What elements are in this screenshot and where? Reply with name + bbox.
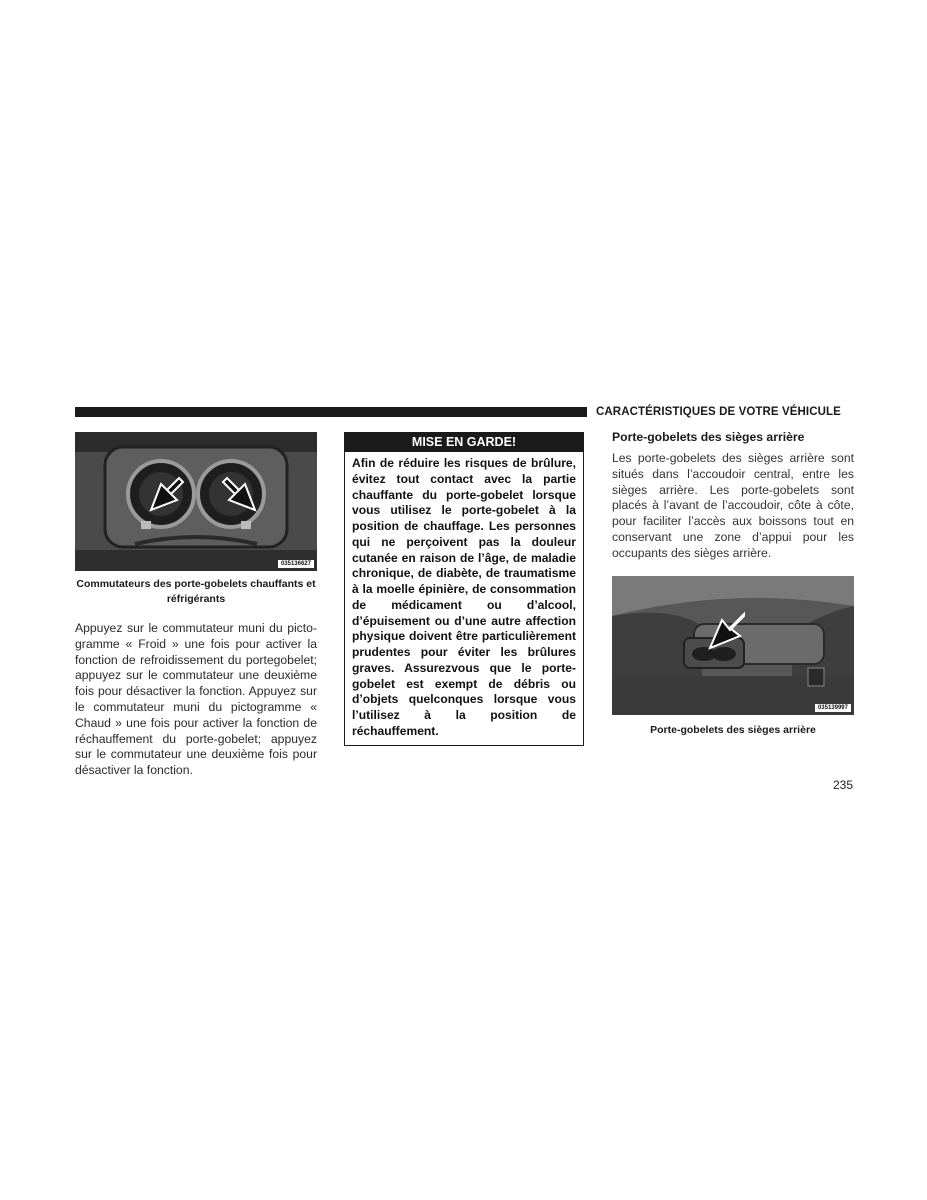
body-paragraph: Les porte-gobelets des sièges arrière sont situés dans l’accoudoir central, entre les sièges arrière. Les porte-gobelets sont placés à l’avant de l’accoudoir, côte à côte, pour faciliter l’accès aux boissons tout en conservant une zone d’appui pour les occupants des sièges arrière. [612, 451, 854, 560]
header-bar [75, 407, 587, 417]
rear-cupholders-photo [612, 576, 854, 715]
section-header-title: CARACTÉRISTIQUES DE VOTRE VÉHICULE [596, 406, 841, 418]
body-paragraph: Appuyez sur le commutateur muni du pictogramme « Froid » une fois pour activer la fonction de refroidissement du portegobelet; appuyez sur le commutateur une deuxième fois pour désactiver la fonction. Appuyez sur le commutateur muni du pictogramme « Chaud » une fois pour activer la fonction de réchauffement du porte-gobelet; appuyez sur le commutateur une deuxième fois pour désactiver la fonction. [75, 621, 317, 778]
warning-title: MISE EN GARDE! [345, 433, 583, 452]
rear-cupholders-illustration [612, 576, 854, 715]
cupholder-switches-illustration [75, 432, 317, 571]
middle-column [344, 432, 584, 746]
left-column [75, 432, 317, 779]
warning-box [344, 432, 584, 746]
page-number: 235 [832, 778, 853, 792]
right-column [612, 430, 854, 738]
figure-caption: Porte-gobelets des sièges arrière [650, 723, 816, 736]
warning-text: Afin de réduire les risques de brûlure, évitez tout contact avec la partie chauffante du porte-gobelet lorsque vous utilisez le porte-gobelet à la position de chauffage. Les personnes qui ne perçoivent pas la douleur cutanée en raison de l’âge, de maladie chronique, de diabète, de traumatisme à la moelle épinière, de consommation de médicament ou d’alcool, d’épuisement ou d’une autre affection physique doivent être particulièrement prudentes pour éviter les brûlures graves. Assurezvous que le porte-gobelet est exempt de débris ou d’objets quelconques lorsque vous l’utilisez à la position de réchauffement. [352, 456, 576, 738]
section-heading: Porte-gobelets des sièges arrière [612, 430, 805, 444]
figure-code: 035139997 [815, 704, 851, 712]
figure-code: 035136627 [278, 560, 314, 568]
cupholder-switches-photo [75, 432, 317, 571]
figure-caption: Commutateurs des porte-gobelets chauffants et réfrigérants [76, 578, 316, 605]
